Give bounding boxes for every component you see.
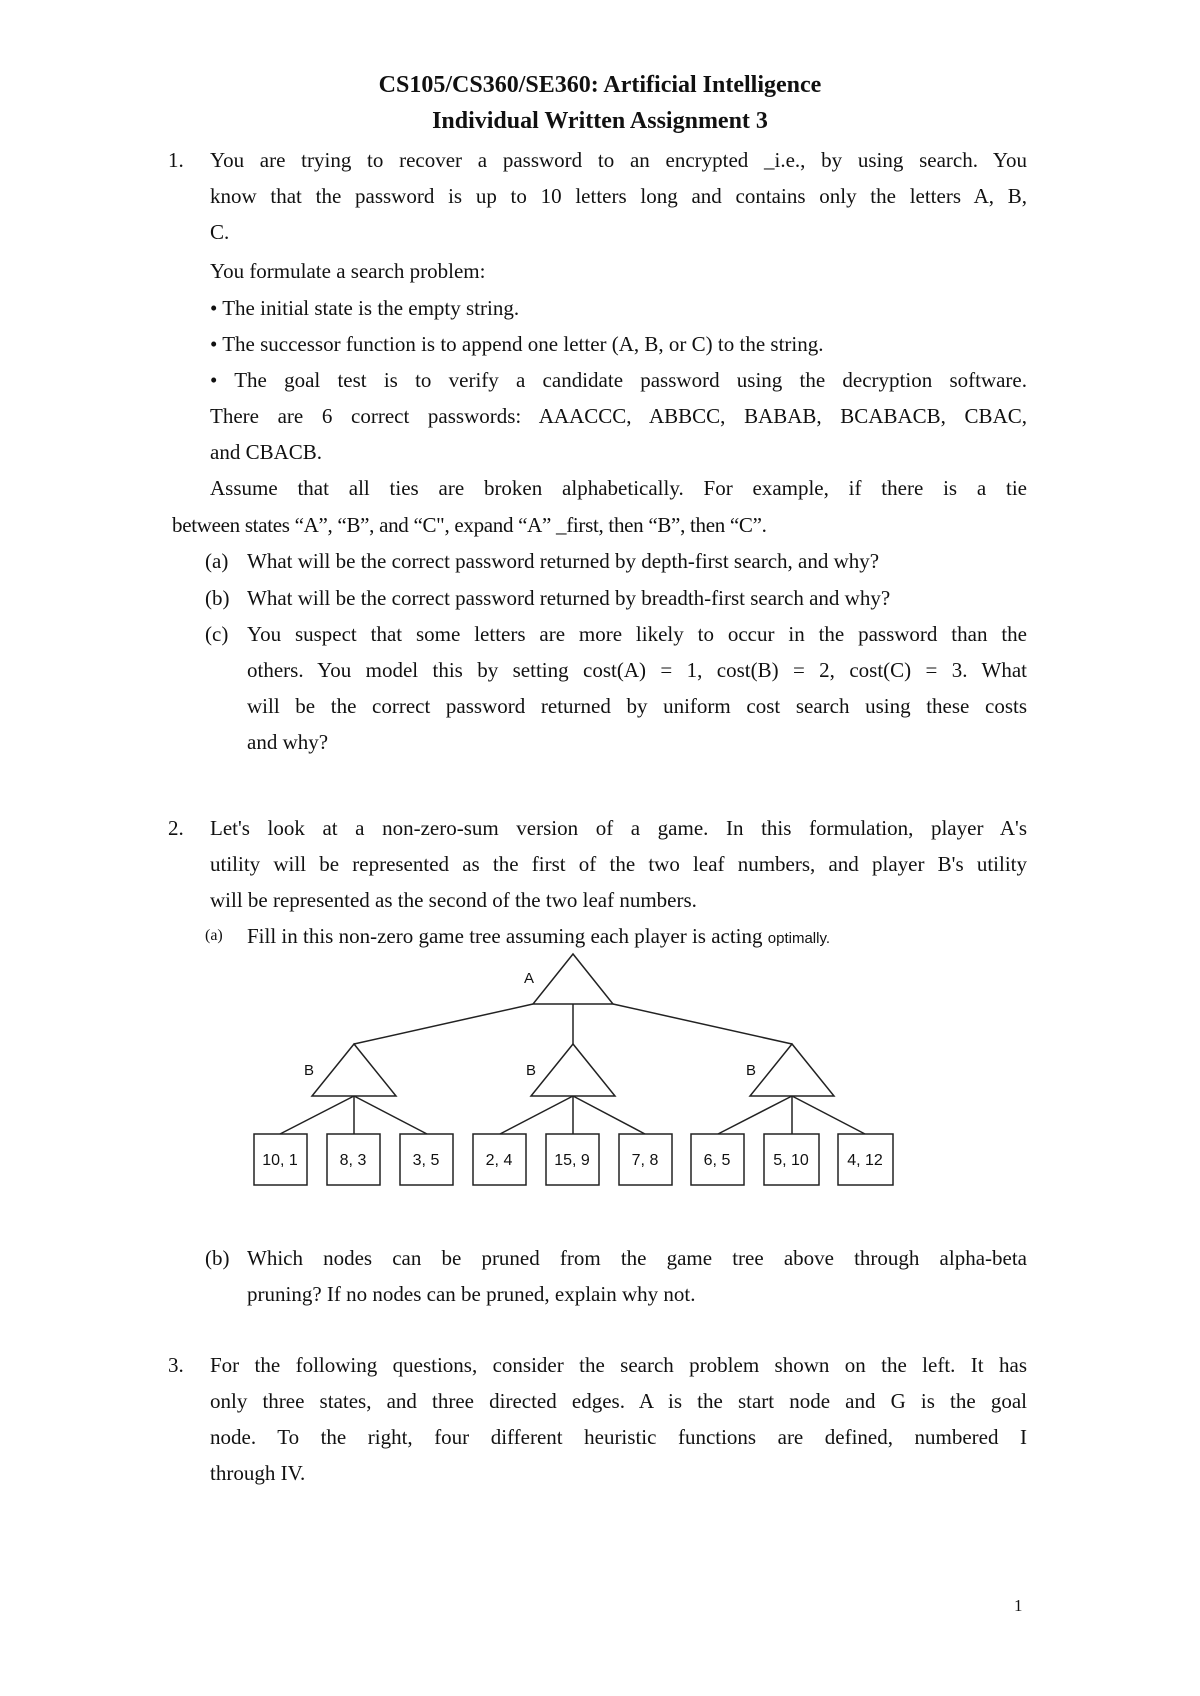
leaf-edge — [792, 1096, 865, 1134]
leaf-value: 4, 12 — [847, 1152, 883, 1169]
q2-b-line-1: Which nodes can be pruned from the game tree above through alpha-beta — [247, 1246, 1027, 1270]
leaf-value: 5, 10 — [773, 1152, 809, 1169]
child-label-3: B — [746, 1062, 757, 1079]
q1-line-3: C. — [210, 220, 230, 244]
page-number: 1 — [1014, 1596, 1023, 1615]
leaf-edge — [573, 1096, 645, 1134]
leaf-value: 15, 9 — [554, 1152, 590, 1169]
question-number: 1. — [168, 148, 184, 172]
q2-line-3: will be represented as the second of the two leaf numbers. — [210, 888, 697, 912]
leaf-edge — [354, 1096, 427, 1134]
q3-line-2: only three states, and three directed edges. A is the start node and G is the goal — [210, 1389, 1027, 1413]
root-node-triangle — [533, 954, 613, 1004]
q2-a-label: (a) — [205, 927, 223, 944]
child-node-triangle-2 — [531, 1044, 615, 1096]
q1-c-line-3: will be the correct password returned by uniform cost search using these costs — [247, 694, 1027, 718]
q1-bullet-3: • The goal test is to verify a candidate password using the decryption software. — [210, 368, 1027, 392]
root-label: A — [524, 970, 535, 987]
q1-bullet-1: • The initial state is the empty string. — [210, 296, 520, 320]
leaf-value: 3, 5 — [412, 1152, 440, 1169]
q1-c-label: (c) — [205, 622, 229, 646]
root-edge-left — [354, 1004, 533, 1044]
leaf-value: 7, 8 — [631, 1152, 659, 1169]
child-label-1: B — [304, 1062, 315, 1079]
q1-c-line-4: and why? — [247, 730, 329, 754]
q2-line-2: utility will be represented as the first of the two leaf numbers, and player B's utility — [210, 852, 1027, 876]
leaf-edge — [280, 1096, 354, 1134]
leaf-value: 2, 4 — [485, 1152, 513, 1169]
question-number: 2. — [168, 816, 184, 840]
leaf-edge — [500, 1096, 573, 1134]
q2-line-1: Let's look at a non-zero-sum version of a game. In this formulation, player A's — [210, 816, 1027, 840]
document-title: CS105/CS360/SE360: Artificial Intelligence — [378, 72, 822, 98]
q2-b-label: (b) — [205, 1246, 230, 1270]
document-subtitle: Individual Written Assignment 3 — [432, 108, 768, 134]
q3-line-4: through IV. — [210, 1461, 306, 1485]
q3-line-1: For the following questions, consider the search problem shown on the left. It has — [210, 1353, 1027, 1377]
q3-line-3: node. To the right, four different heuristic functions are defined, numbered I — [210, 1425, 1027, 1449]
child-node-triangle-1 — [312, 1044, 396, 1096]
q1-c-line-2: others. You model this by setting cost(A) = 1, cost(B) = 2, cost(C) = 3. What — [247, 658, 1027, 682]
root-edge-right — [613, 1004, 792, 1044]
leaf-value: 10, 1 — [262, 1152, 298, 1169]
q1-a-text: What will be the correct password returned by depth-first search, and why? — [247, 549, 880, 573]
child-label-2: B — [526, 1062, 537, 1079]
question-number: 3. — [168, 1353, 184, 1377]
leaf-edge — [718, 1096, 792, 1134]
child-node-triangle-3 — [750, 1044, 834, 1096]
q2-b-line-2: pruning? If no nodes can be pruned, explain why not. — [247, 1282, 696, 1306]
q1-b-text: What will be the correct password returned by breadth-first search and why? — [247, 586, 891, 610]
leaf-value: 8, 3 — [339, 1152, 367, 1169]
q1-line-5: There are 6 correct passwords: AAACCC, ABBCC, BABAB, BCABACB, CBAC, — [210, 404, 1027, 428]
q1-line-2: know that the password is up to 10 letters long and contains only the letters A, B, — [210, 184, 1027, 208]
q1-line-7: Assume that all ties are broken alphabetically. For example, if there is a tie — [210, 476, 1027, 500]
q1-c-line-1: You suspect that some letters are more likely to occur in the password than the — [247, 622, 1027, 646]
q1-b-label: (b) — [205, 586, 230, 610]
q1-line-6: and CBACB. — [210, 440, 323, 464]
q1-line-8: between states “A”, “B”, and “C", expand “A” _first, then “B”, then “C”. — [172, 513, 767, 537]
q2-a-small: optimally. — [767, 930, 831, 947]
q1-line-1: You are trying to recover a password to an encrypted _i.e., by using search. You — [210, 148, 1027, 172]
q1-a-label: (a) — [205, 549, 229, 573]
leaf-value: 6, 5 — [703, 1152, 731, 1169]
q1-line-4: You formulate a search problem: — [210, 259, 486, 283]
q1-bullet-2: • The successor function is to append one letter (A, B, or C) to the string. — [210, 332, 824, 356]
q2-a-text: Fill in this non-zero game tree assuming each player is acting — [247, 924, 763, 948]
